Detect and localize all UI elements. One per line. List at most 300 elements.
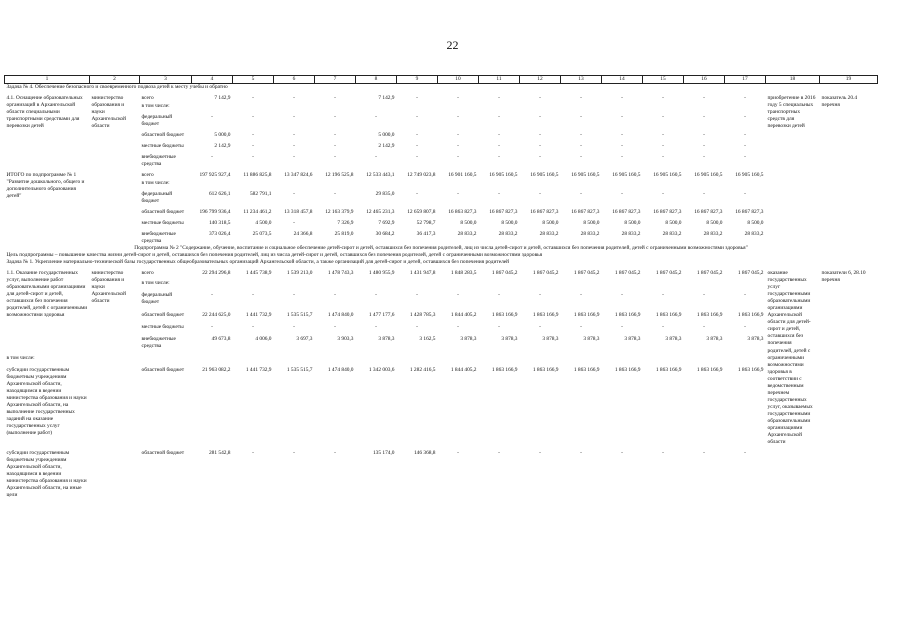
amount-cell: 8 500,0	[583, 220, 600, 227]
amount-cell: -	[539, 291, 541, 298]
column-number: 11	[479, 76, 520, 84]
amount-cell: 1 342 003,6	[368, 366, 395, 373]
amount-cell: 28 833,2	[457, 231, 477, 238]
amount-cell: 1 863 166,9	[491, 366, 518, 373]
amount-cell: 2 142,9	[214, 143, 231, 150]
amount-cell	[315, 102, 356, 110]
amount-cell: -	[539, 191, 541, 198]
indicator-cell: показатель 20.4 перечня	[821, 95, 858, 109]
table-row	[5, 266, 878, 278]
amount-cell: 28 833,2	[621, 231, 641, 238]
amount-cell	[520, 279, 561, 288]
amount-cell: -	[252, 143, 254, 150]
measure-4-1-name: 4.1. Оснащение образовательных организаций в Архангельской области специальными транспортными средствами для перевозки детей	[6, 95, 83, 130]
amount-cell: 8 500,0	[706, 220, 723, 227]
amount-cell: 24 366,8	[293, 231, 313, 238]
amount-cell	[520, 179, 561, 187]
table-row	[5, 446, 878, 499]
amount-cell: -	[498, 143, 500, 150]
funding-source: внебюджетные средства	[141, 336, 176, 350]
amount-cell: 21 963 082,2	[202, 366, 231, 373]
amount-cell: 12 163 379,9	[325, 209, 354, 216]
amount-cell: 281 542,8	[208, 449, 231, 456]
funding-source: в том числе:	[141, 279, 170, 286]
amount-cell: -	[539, 154, 541, 161]
amount-cell: 28 833,2	[539, 231, 559, 238]
amount-cell: -	[457, 132, 459, 139]
amount-cell: 1 480 955,9	[368, 270, 395, 277]
amount-cell	[233, 179, 274, 187]
amount-cell: 8 500,0	[542, 220, 559, 227]
task-1-title-row	[5, 259, 878, 266]
table-row	[5, 168, 878, 179]
amount-cell: 36 417,3	[416, 231, 436, 238]
amount-cell: -	[252, 114, 254, 121]
amount-cell: -	[211, 154, 213, 161]
amount-cell: -	[252, 324, 254, 331]
empty-cell	[561, 353, 602, 363]
result-cell: приобретение в 2016 году 5 специальных транспортных средств для перевозки детей	[767, 95, 816, 130]
amount-cell: -	[416, 291, 418, 298]
amount-cell: 612 626,1	[208, 191, 231, 198]
amount-cell: -	[580, 191, 582, 198]
amount-cell: 1 867 045,2	[655, 270, 682, 277]
amount-cell: -	[662, 324, 664, 331]
amount-cell: -	[334, 449, 336, 456]
amount-cell	[643, 179, 684, 187]
column-number: 18	[766, 76, 820, 84]
amount-cell	[684, 179, 725, 187]
amount-cell	[356, 179, 397, 187]
amount-cell: -	[416, 143, 418, 150]
column-number-row	[5, 76, 878, 84]
amount-cell: 1 863 166,9	[532, 311, 559, 318]
amount-cell: -	[662, 291, 664, 298]
amount-cell: 16 867 827,3	[571, 209, 600, 216]
funding-source: в том числе:	[141, 180, 170, 187]
budget-table	[4, 75, 878, 499]
funding-source: всего	[141, 95, 154, 102]
amount-cell: -	[498, 114, 500, 121]
amount-cell: 1 431 947,8	[409, 270, 436, 277]
amount-cell: -	[334, 291, 336, 298]
amount-cell: -	[621, 154, 623, 161]
amount-cell: 1 441 732,9	[245, 366, 272, 373]
amount-cell	[192, 102, 233, 110]
amount-cell: -	[293, 132, 295, 139]
amount-cell: 1 863 166,9	[655, 311, 682, 318]
amount-cell: 3 878,3	[747, 336, 764, 343]
amount-cell	[233, 279, 274, 288]
indicator-cell: показатели 6, 28.10 перечня	[821, 270, 866, 284]
column-number: 9	[397, 76, 438, 84]
amount-cell: -	[662, 114, 664, 121]
amount-cell: -	[744, 449, 746, 456]
amount-cell: -	[498, 449, 500, 456]
amount-cell: 4 500,0	[255, 220, 272, 227]
amount-cell: 12 749 023,8	[407, 172, 436, 179]
amount-cell	[561, 279, 602, 288]
amount-cell: 12 659 807,8	[407, 209, 436, 216]
amount-cell: -	[334, 191, 336, 198]
amount-cell: 16 905 160,5	[653, 172, 682, 179]
amount-cell: 28 833,2	[744, 231, 764, 238]
amount-cell: 12 465 231,3	[366, 209, 395, 216]
empty-cell	[479, 353, 520, 363]
funding-source: федеральный бюджет	[141, 191, 173, 205]
amount-cell: 1 863 166,9	[573, 366, 600, 373]
amount-cell: 1 474 840,0	[327, 366, 354, 373]
amount-cell: 1 535 515,7	[286, 366, 313, 373]
amount-cell: 8 500,0	[747, 220, 764, 227]
empty-cell	[192, 353, 233, 363]
amount-cell: -	[252, 132, 254, 139]
amount-cell: 1 867 045,2	[696, 270, 723, 277]
amount-cell: -	[621, 449, 623, 456]
column-number: 4	[192, 76, 233, 84]
amount-cell: -	[744, 95, 746, 102]
amount-cell: -	[416, 191, 418, 198]
amount-cell	[438, 102, 479, 110]
funding-source: местные бюджеты	[141, 220, 184, 227]
empty-cell	[725, 353, 766, 363]
amount-cell: -	[498, 191, 500, 198]
executor-cell	[90, 168, 140, 245]
result-cell: оказание государственных услуг государственными образовательными организациями Архангельской области для детей-сирот и детей, оставшихся без попечения родителей, детей с ограниченными возможностями здоровья в соответствии с ведомственным перечнем государственных услуг, оказываемых государственными образовательными организациями Архангельской области	[767, 270, 813, 445]
amount-cell: 16 905 160,5	[489, 172, 518, 179]
amount-cell: 2 142,9	[378, 143, 395, 150]
amount-cell	[274, 102, 315, 110]
funding-source: в том числе:	[141, 103, 170, 110]
amount-cell: 16 905 160,5	[530, 172, 559, 179]
amount-cell: 1 863 166,9	[737, 311, 764, 318]
amount-cell: 13 347 824,6	[284, 172, 313, 179]
funding-source: областной бюджет	[141, 209, 185, 216]
column-number: 14	[602, 76, 643, 84]
amount-cell: -	[252, 291, 254, 298]
amount-cell: -	[457, 291, 459, 298]
amount-cell: 3 878,3	[665, 336, 682, 343]
executor-cell: министерство образования и науки Архангельской области	[91, 95, 126, 130]
amount-cell: -	[293, 143, 295, 150]
amount-cell: -	[744, 324, 746, 331]
amount-cell: -	[211, 114, 213, 121]
amount-cell	[274, 179, 315, 187]
amount-cell	[725, 102, 766, 110]
amount-cell: 1 848 283,5	[450, 270, 477, 277]
amount-cell: -	[703, 95, 705, 102]
amount-cell: -	[457, 324, 459, 331]
empty-cell	[140, 353, 192, 363]
amount-cell: -	[703, 143, 705, 150]
amount-cell: 12 533 443,1	[366, 172, 395, 179]
amount-cell: -	[744, 114, 746, 121]
amount-cell: -	[703, 191, 705, 198]
amount-cell: -	[580, 291, 582, 298]
amount-cell: 30 684,2	[375, 231, 395, 238]
amount-cell: -	[539, 95, 541, 102]
amount-cell	[602, 279, 643, 288]
amount-cell: -	[498, 324, 500, 331]
subsidy-name: субсидии государственным бюджетным учреждениям Архангельской области, находящимся в ведении министерства образования и науки Архангельской области, на иные цели	[6, 449, 87, 498]
amount-cell: -	[621, 191, 623, 198]
executor-cell	[90, 446, 140, 499]
amount-cell: -	[252, 95, 254, 102]
amount-cell: -	[334, 132, 336, 139]
amount-cell: 1 282 416,5	[409, 366, 436, 373]
amount-cell: 28 833,2	[662, 231, 682, 238]
amount-cell: -	[580, 95, 582, 102]
amount-cell: -	[662, 154, 664, 161]
amount-cell: 1 539 213,0	[286, 270, 313, 277]
column-number: 10	[438, 76, 479, 84]
amount-cell: 140 318,5	[208, 220, 231, 227]
amount-cell: 25 819,0	[334, 231, 354, 238]
amount-cell: 1 867 045,2	[614, 270, 641, 277]
amount-cell: -	[580, 132, 582, 139]
funding-source: местные бюджеты	[141, 324, 184, 331]
amount-cell: -	[621, 114, 623, 121]
amount-cell: 8 500,0	[665, 220, 682, 227]
column-number: 12	[520, 76, 561, 84]
amount-cell: 1 863 166,9	[737, 366, 764, 373]
amount-cell: 28 833,2	[703, 231, 723, 238]
amount-cell: 7 326,9	[337, 220, 354, 227]
empty-cell	[643, 353, 684, 363]
amount-cell: 3 878,3	[624, 336, 641, 343]
amount-cell: -	[744, 132, 746, 139]
amount-cell: -	[662, 132, 664, 139]
amount-cell: -	[375, 114, 377, 121]
amount-cell: -	[211, 291, 213, 298]
amount-cell: -	[334, 95, 336, 102]
table-row	[5, 363, 878, 446]
amount-cell: 1 844 405,2	[450, 311, 477, 318]
amount-cell: 5 000,0	[214, 132, 231, 139]
amount-cell: 22 244 625,0	[202, 311, 231, 318]
amount-cell: -	[744, 291, 746, 298]
amount-cell: -	[457, 114, 459, 121]
column-number: 17	[725, 76, 766, 84]
amount-cell: -	[703, 449, 705, 456]
amount-cell: -	[580, 143, 582, 150]
amount-cell: -	[498, 291, 500, 298]
amount-cell: -	[744, 143, 746, 150]
amount-cell: -	[293, 114, 295, 121]
funding-source: областной бюджет	[141, 132, 185, 139]
column-number: 15	[643, 76, 684, 84]
amount-cell	[561, 179, 602, 187]
column-number: 13	[561, 76, 602, 84]
empty-cell	[438, 353, 479, 363]
amount-cell: 28 833,2	[580, 231, 600, 238]
amount-cell: 4 006,0	[255, 336, 272, 343]
amount-cell	[356, 279, 397, 288]
amount-cell: 7 692,9	[378, 220, 395, 227]
amount-cell: -	[580, 449, 582, 456]
amount-cell: -	[662, 143, 664, 150]
amount-cell: 8 500,0	[501, 220, 518, 227]
amount-cell: 3 878,3	[460, 336, 477, 343]
amount-cell: 3 878,3	[542, 336, 559, 343]
funding-source: внебюджетные средства	[141, 231, 176, 245]
amount-cell: 5 000,0	[378, 132, 395, 139]
amount-cell: -	[539, 143, 541, 150]
amount-cell: -	[703, 114, 705, 121]
funding-source: всего	[141, 270, 154, 277]
amount-cell: 16 901 160,5	[448, 172, 477, 179]
amount-cell: 1 477 177,6	[368, 311, 395, 318]
amount-cell: 373 026,4	[208, 231, 231, 238]
amount-cell: 16 905 160,5	[612, 172, 641, 179]
amount-cell: 1 863 166,9	[655, 366, 682, 373]
amount-cell	[725, 279, 766, 288]
funding-source: областной бюджет	[141, 449, 185, 456]
amount-cell: -	[457, 95, 459, 102]
amount-cell: 8 500,0	[460, 220, 477, 227]
amount-cell: 1 844 405,2	[450, 366, 477, 373]
amount-cell: -	[334, 324, 336, 331]
table-row	[5, 353, 878, 363]
amount-cell	[561, 102, 602, 110]
amount-cell: -	[744, 154, 746, 161]
amount-cell: 146 368,8	[413, 449, 436, 456]
amount-cell: -	[498, 154, 500, 161]
amount-cell	[192, 179, 233, 187]
amount-cell: -	[703, 132, 705, 139]
funding-source: федеральный бюджет	[141, 291, 173, 305]
amount-cell: -	[457, 143, 459, 150]
amount-cell	[684, 279, 725, 288]
amount-cell	[315, 179, 356, 187]
amount-cell: 1 867 045,2	[491, 270, 518, 277]
amount-cell: -	[457, 191, 459, 198]
amount-cell: -	[416, 324, 418, 331]
amount-cell: -	[375, 154, 377, 161]
amount-cell	[233, 102, 274, 110]
amount-cell: 582 791,1	[249, 191, 272, 198]
amount-cell: -	[662, 95, 664, 102]
empty-cell	[356, 353, 397, 363]
amount-cell: 52 798,7	[416, 220, 436, 227]
amount-cell: -	[375, 291, 377, 298]
table-row	[5, 91, 878, 102]
amount-cell: -	[621, 324, 623, 331]
amount-cell: 1 428 785,3	[409, 311, 436, 318]
amount-cell: -	[662, 191, 664, 198]
amount-cell: 8 500,0	[624, 220, 641, 227]
amount-cell: -	[293, 449, 295, 456]
amount-cell: -	[539, 324, 541, 331]
amount-cell: 135 174,0	[372, 449, 395, 456]
amount-cell: -	[293, 291, 295, 298]
subsidy-name: субсидии государственным бюджетным учреждениям Архангельской области, находящимся в ведении министерства образования и науки Архангельской области, на выполнение государственных заданий на оказание государственных услуг (выполнение работ)	[6, 366, 87, 436]
amount-cell: 1 867 045,2	[737, 270, 764, 277]
amount-cell: 16 905 160,5	[571, 172, 600, 179]
amount-cell: 7 142,9	[378, 95, 395, 102]
amount-cell: 16 867 827,3	[489, 209, 518, 216]
funding-source: местные бюджеты	[141, 143, 184, 150]
funding-source: всего	[141, 172, 154, 179]
amount-cell: 1 474 840,0	[327, 311, 354, 318]
task-4-title: Задача № 4. Обеспечение безопасного и своевременного подвоза детей к месту учебы и обратно	[6, 84, 228, 91]
amount-cell	[438, 279, 479, 288]
subprogram-1-total-label: ИТОГО по подпрограмме № 1 "Развитие дошкольного, общего и дополнительного образования детей"	[6, 172, 85, 200]
amount-cell: 1 863 166,9	[614, 366, 641, 373]
amount-cell: 3 697,3	[296, 336, 313, 343]
amount-cell: 22 294 296,8	[202, 270, 231, 277]
amount-cell: -	[703, 291, 705, 298]
amount-cell	[192, 279, 233, 288]
amount-cell: 3 878,3	[378, 336, 395, 343]
empty-cell	[684, 353, 725, 363]
column-number: 19	[820, 76, 878, 84]
amount-cell: -	[621, 95, 623, 102]
amount-cell: -	[539, 449, 541, 456]
empty-cell	[233, 353, 274, 363]
amount-cell: 11 234 461,2	[243, 209, 272, 216]
amount-cell	[397, 279, 438, 288]
amount-cell: -	[703, 154, 705, 161]
column-number: 3	[140, 76, 192, 84]
amount-cell: 16 867 827,3	[735, 209, 764, 216]
amount-cell	[479, 102, 520, 110]
column-number: 7	[315, 76, 356, 84]
amount-cell: 1 441 732,9	[245, 311, 272, 318]
measure-1-1-name: 1.1. Оказание государственных услуг, выполнение работ образовательными организациями для детей-сирот и детей, оставшихся без попечения родителей, детей с ограниченными возможностями здоровья	[6, 270, 88, 319]
amount-cell: -	[293, 191, 295, 198]
empty-cell	[315, 353, 356, 363]
amount-cell: 1 863 166,9	[532, 366, 559, 373]
funding-source: областной бюджет	[141, 366, 185, 373]
executor-cell	[90, 363, 140, 446]
amount-cell: 1 863 166,9	[696, 311, 723, 318]
amount-cell: 16 867 827,3	[653, 209, 682, 216]
amount-cell: -	[416, 114, 418, 121]
amount-cell	[479, 279, 520, 288]
amount-cell: 1 867 045,2	[573, 270, 600, 277]
amount-cell: -	[580, 114, 582, 121]
amount-cell: -	[211, 324, 213, 331]
amount-cell: 25 073,5	[252, 231, 272, 238]
column-number: 6	[274, 76, 315, 84]
amount-cell: 16 863 827,3	[448, 209, 477, 216]
amount-cell: 13 318 457,8	[284, 209, 313, 216]
incl-label: в том числе:	[6, 354, 35, 361]
amount-cell	[356, 102, 397, 110]
subprogram-2-title: Подпрограмма № 2 "Содержание, обучение, воспитание и социальное обеспечение детей-сирот и детей, оставшихся без попечения родителей, лиц из числа детей-сирот и детей, оставшихся без попечения родителей, детей с ограниченными возможностями здоровья"	[134, 245, 748, 252]
amount-cell: -	[539, 114, 541, 121]
empty-cell	[90, 353, 140, 363]
amount-cell: 3 162,5	[419, 336, 436, 343]
funding-source: федеральный бюджет	[141, 114, 173, 128]
amount-cell: 16 867 827,3	[694, 209, 723, 216]
funding-source: внебюджетные средства	[141, 154, 176, 168]
amount-cell: 16 905 160,5	[694, 172, 723, 179]
amount-cell: -	[498, 132, 500, 139]
amount-cell: -	[416, 132, 418, 139]
amount-cell	[602, 179, 643, 187]
amount-cell: -	[580, 324, 582, 331]
amount-cell: 3 878,3	[501, 336, 518, 343]
amount-cell	[397, 179, 438, 187]
column-number: 2	[90, 76, 140, 84]
amount-cell: 1 478 743,3	[327, 270, 354, 277]
amount-cell: 1 445 738,9	[245, 270, 272, 277]
amount-cell: 197 925 927,4	[199, 172, 231, 179]
empty-cell	[602, 353, 643, 363]
task-1-title: Задача № 1. Укрепление материально-технической базы государственных общеобразовательных организаций Архангельской области, а также организаций для детей-сирот и детей, оставшихся без попечения родителей	[6, 259, 510, 266]
